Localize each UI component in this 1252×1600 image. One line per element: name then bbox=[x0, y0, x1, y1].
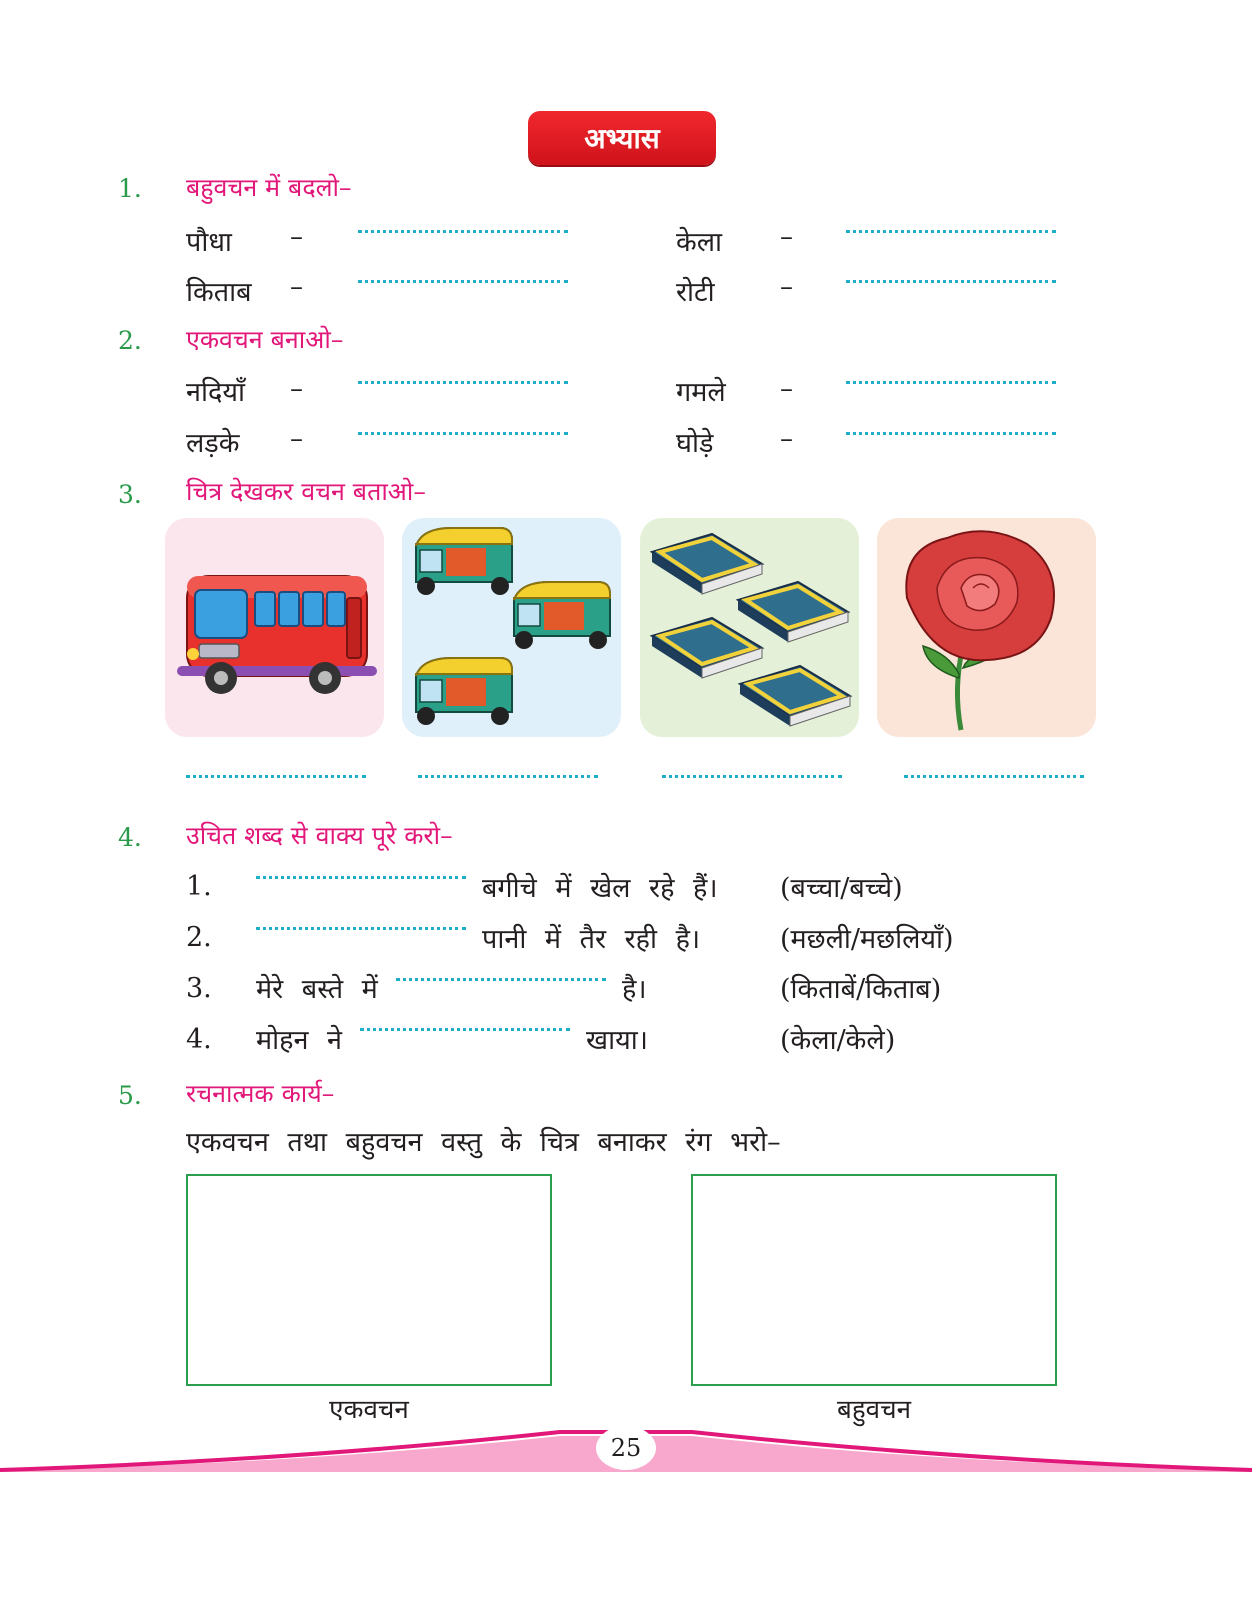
bus-icon bbox=[165, 518, 384, 737]
plural-drawing-box[interactable] bbox=[691, 1174, 1057, 1386]
q4-answer-line-2[interactable] bbox=[256, 927, 466, 930]
q2-number: 2. bbox=[118, 326, 142, 355]
singular-drawing-box[interactable] bbox=[186, 1174, 552, 1386]
q2-word-1: नदियाँ bbox=[186, 377, 245, 408]
q2-answer-line-3[interactable] bbox=[358, 432, 568, 435]
q1-word-4: रोटी bbox=[676, 277, 715, 308]
q3-answer-line-1[interactable] bbox=[186, 775, 366, 778]
q4-sentence-4-end: खाया। bbox=[586, 1025, 648, 1056]
q4-sentence-2: पानी में तैर रही है। bbox=[482, 924, 701, 955]
q2-word-4: घोड़े bbox=[676, 428, 714, 459]
q4-options-4: (केला/केले) bbox=[780, 1025, 896, 1056]
q4-options-1: (बच्चा/बच्चे) bbox=[780, 873, 903, 904]
q1-word-3: किताब bbox=[186, 277, 252, 308]
q2-dash-2: – bbox=[780, 374, 793, 404]
q1-heading: बहुवचन में बदलो– bbox=[186, 173, 352, 202]
q5-instruction: एकवचन तथा बहुवचन वस्तु के चित्र बनाकर रंग भरो– bbox=[186, 1127, 781, 1158]
q2-dash-1: – bbox=[290, 374, 303, 404]
q2-answer-line-4[interactable] bbox=[846, 432, 1056, 435]
q2-word-2: गमले bbox=[676, 377, 726, 408]
q1-dash-3: – bbox=[290, 272, 303, 302]
q4-answer-line-1[interactable] bbox=[256, 876, 466, 879]
q4-options-3: (किताबें/किताब) bbox=[780, 974, 942, 1005]
q2-answer-line-1[interactable] bbox=[358, 381, 568, 384]
q1-answer-line-1[interactable] bbox=[358, 230, 568, 233]
q1-word-2: केला bbox=[676, 227, 723, 258]
q1-dash-1: – bbox=[290, 222, 303, 252]
q1-word-1: पौधा bbox=[186, 227, 232, 258]
q4-sentence-1: बगीचे में खेल रहे हैं। bbox=[482, 873, 718, 904]
q3-answer-line-4[interactable] bbox=[904, 775, 1084, 778]
rose-icon bbox=[877, 518, 1096, 737]
q5-heading: रचनात्मक कार्य– bbox=[186, 1079, 335, 1108]
bus-picture bbox=[165, 518, 384, 737]
q4-sentence-3-end: है। bbox=[622, 974, 647, 1005]
q5-number: 5. bbox=[118, 1081, 142, 1110]
q2-answer-line-2[interactable] bbox=[846, 381, 1056, 384]
q4-answer-line-4[interactable] bbox=[360, 1028, 570, 1031]
q2-word-3: लड़के bbox=[186, 428, 240, 459]
q3-answer-line-2[interactable] bbox=[418, 775, 598, 778]
q1-answer-line-3[interactable] bbox=[358, 280, 568, 283]
q4-item-number-2: 2. bbox=[186, 922, 212, 953]
q4-answer-line-3[interactable] bbox=[396, 978, 606, 981]
q1-answer-line-4[interactable] bbox=[846, 280, 1056, 283]
q3-answer-line-3[interactable] bbox=[662, 775, 842, 778]
q4-item-number-1: 1. bbox=[186, 871, 212, 902]
q4-options-2: (मछली/मछलियाँ) bbox=[780, 924, 954, 955]
q3-heading: चित्र देखकर वचन बताओ– bbox=[186, 477, 426, 506]
q2-dash-4: – bbox=[780, 424, 793, 454]
q4-heading: उचित शब्द से वाक्य पूरे करो– bbox=[186, 821, 453, 850]
q4-item-number-3: 3. bbox=[186, 973, 212, 1004]
q4-sentence-4-start: मोहन ने bbox=[256, 1025, 343, 1056]
page-title: अभ्यास bbox=[584, 122, 660, 155]
q2-dash-3: – bbox=[290, 424, 303, 454]
q4-sentence-3-start: मेरे बस्ते में bbox=[256, 974, 378, 1005]
q1-dash-2: – bbox=[780, 222, 793, 252]
q4-item-number-4: 4. bbox=[186, 1024, 212, 1055]
q1-dash-4: – bbox=[780, 272, 793, 302]
q2-heading: एकवचन बनाओ– bbox=[186, 325, 344, 354]
q4-number: 4. bbox=[118, 823, 142, 852]
books-picture bbox=[640, 518, 859, 737]
book-icon bbox=[640, 518, 859, 737]
singular-box-label: एकवचन bbox=[329, 1395, 409, 1425]
q1-number: 1. bbox=[118, 174, 142, 203]
auto-rickshaw-icon bbox=[402, 518, 621, 737]
q3-number: 3. bbox=[118, 480, 142, 509]
rose-picture bbox=[877, 518, 1096, 737]
auto-rickshaw-picture bbox=[402, 518, 621, 737]
plural-box-label: बहुवचन bbox=[836, 1395, 912, 1425]
page-number: 25 bbox=[596, 1426, 656, 1470]
q1-answer-line-2[interactable] bbox=[846, 230, 1056, 233]
